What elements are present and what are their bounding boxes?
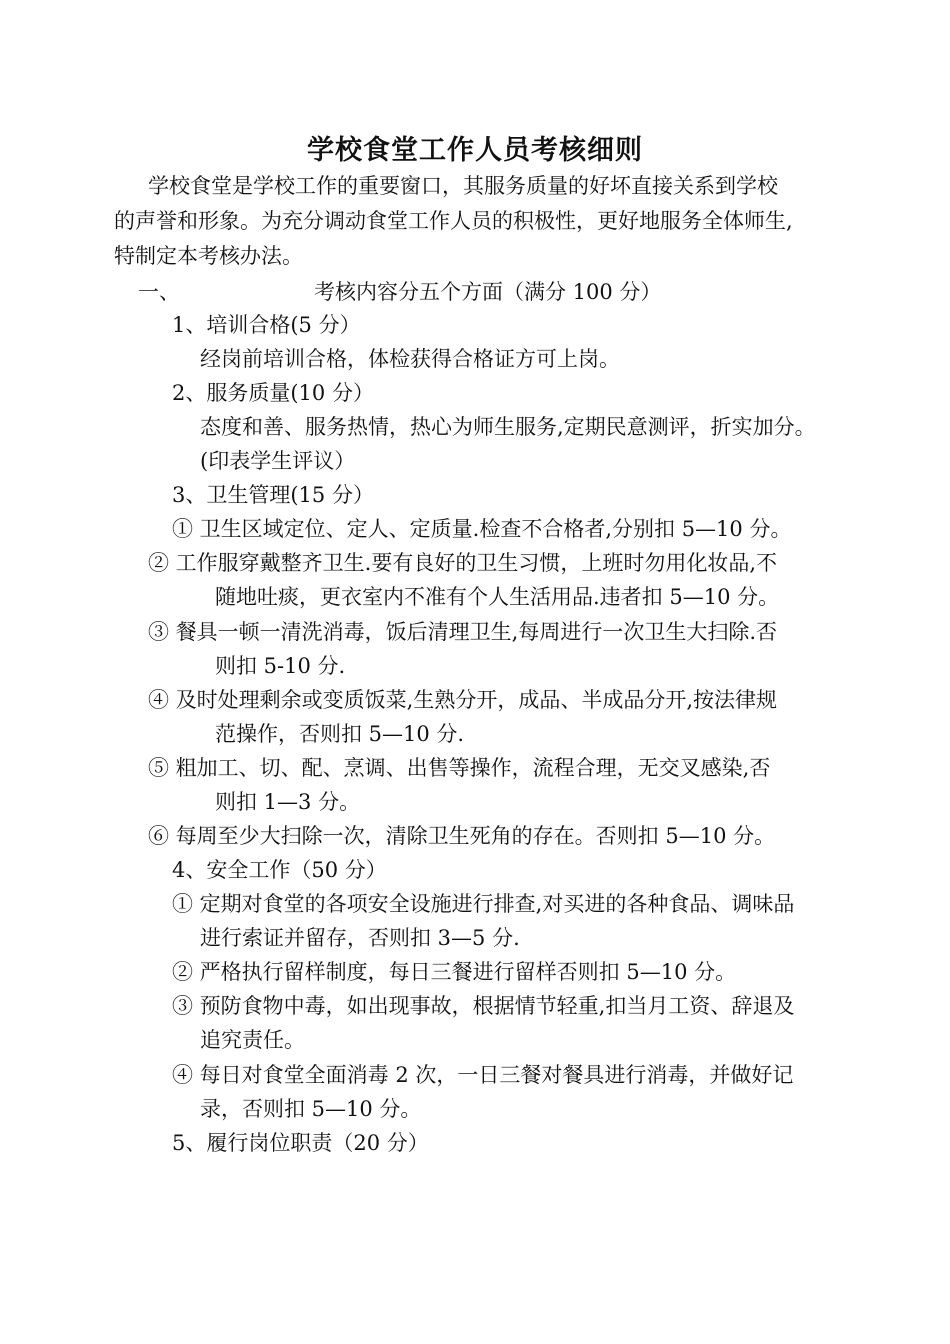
item3-rule-line: ③ 餐具一顿一清洗消毒，饭后清理卫生,每周进行一次卫生大扫除.否 (148, 620, 778, 644)
item5-heading: 5、履行岗位职责（20 分） (172, 1131, 429, 1155)
item3-rule-line: ① 卫生区域定位、定人、定质量.检查不合格者,分别扣 5—10 分。 (172, 517, 792, 541)
item3-rule-line: 则扣 5-10 分. (215, 654, 346, 678)
item3-heading: 3、卫生管理(15 分） (172, 483, 374, 507)
item3-rule-line: ⑥ 每周至少大扫除一次，清除卫生死角的存在。否则扣 5—10 分。 (148, 824, 776, 848)
item3-rule-line: 范操作，否则扣 5—10 分. (215, 722, 465, 746)
item1-heading: 1、培训合格(5 分） (172, 313, 361, 337)
item3-rule-line: ④ 及时处理剩余或变质饭菜,生熟分开，成品、半成品分开,按法律规 (148, 688, 778, 712)
item4-rule-line: ③ 预防食物中毒，如出现事故，根据情节轻重,扣当月工资、辞退及 (172, 994, 795, 1018)
intro-line-3: 特制定本考核办法。 (114, 244, 303, 268)
intro-line-2: 的声誉和形象。为充分调动食堂工作人员的积极性，更好地服务全体师生, (114, 209, 793, 233)
item2-text: 态度和善、服务热情，热心为师生服务,定期民意测评，折实加分。 (200, 415, 816, 439)
section-heading: 考核内容分五个方面（满分 100 分） (314, 280, 662, 304)
item4-rule-line: ① 定期对食堂的各项安全设施进行排查,对买进的各种食品、调味品 (172, 892, 795, 916)
item3-rule-line: ⑤ 粗加工、切、配、烹调、出售等操作，流程合理，无交叉感染,否 (148, 756, 771, 780)
item1-text: 经岗前培训合格，体检获得合格证方可上岗。 (200, 347, 620, 371)
document-title: 学校食堂工作人员考核细则 (307, 135, 643, 166)
item2-note: (印表学生评议） (200, 449, 356, 473)
item2-heading: 2、服务质量(10 分） (172, 381, 374, 405)
item4-rule-line: ④ 每日对食堂全面消毒 2 次，一日三餐对餐具进行消毒，并做好记 (172, 1063, 794, 1087)
item4-rule-line: ② 严格执行留样制度，每日三餐进行留样否则扣 5—10 分。 (172, 960, 737, 984)
item4-rule-line: 进行索证并留存，否则扣 3—5 分. (200, 926, 520, 950)
section-number: 一、 (138, 280, 180, 304)
item4-heading: 4、安全工作（50 分） (172, 858, 387, 882)
intro-line-1: 学校食堂是学校工作的重要窗口，其服务质量的好坏直接关系到学校 (148, 174, 778, 198)
item3-rule-line: 随地吐痰，更衣室内不准有个人生活用品.违者扣 5—10 分。 (215, 585, 780, 609)
item3-rule-line: ② 工作服穿戴整齐卫生.要有良好的卫生习惯，上班时勿用化妆品,不 (148, 551, 778, 575)
item4-rule-line: 录，否则扣 5—10 分。 (200, 1097, 422, 1121)
item4-rule-line: 追究责任。 (200, 1028, 305, 1052)
item3-rule-line: 则扣 1—3 分。 (215, 790, 361, 814)
